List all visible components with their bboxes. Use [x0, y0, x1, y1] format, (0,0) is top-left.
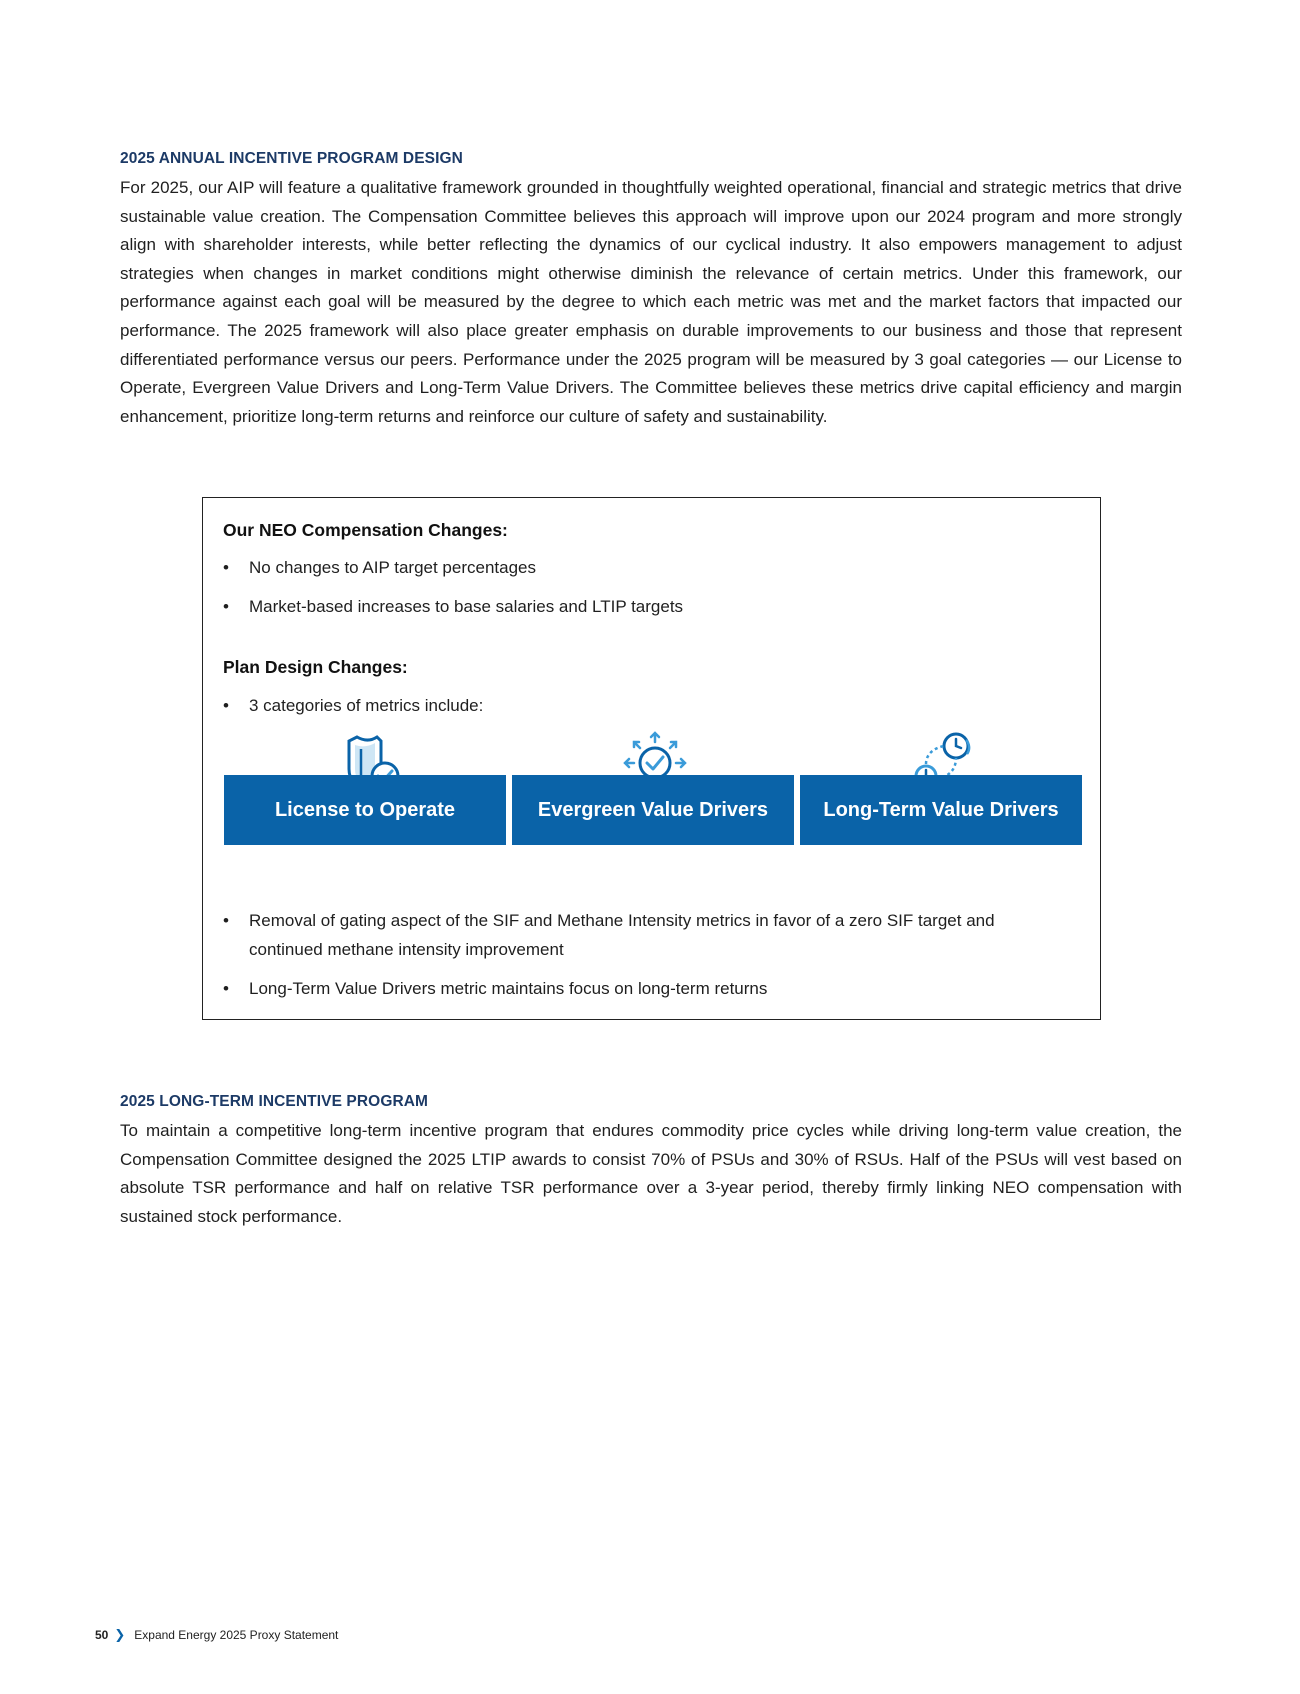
ltip-section [120, 1093, 1182, 1231]
bullet-dot: • [223, 911, 229, 930]
chevron-right-icon: ❯ [114, 1627, 126, 1642]
compensation-changes-box [202, 497, 1101, 1020]
ltip-heading: 2025 LONG-TERM INCENTIVE PROGRAM [120, 1093, 429, 1110]
category-evergreen-value-drivers: Evergreen Value Drivers [512, 775, 794, 845]
aip-section [120, 150, 1182, 431]
list-item [223, 554, 1063, 583]
bullet-dot: • [223, 696, 229, 715]
plan-bullet-text: Long-Term Value Drivers metric maintains focus on long-term returns [249, 979, 768, 998]
category-long-term-value-drivers: Long-Term Value Drivers [800, 775, 1082, 845]
aip-heading: 2025 ANNUAL INCENTIVE PROGRAM DESIGN [120, 150, 463, 167]
list-item [223, 593, 1063, 622]
bullet-dot: • [223, 558, 229, 577]
neo-bullet-text: No changes to AIP target percentages [249, 558, 536, 577]
bullet-dot: • [223, 979, 229, 998]
plan-changes-heading: Plan Design Changes: [223, 657, 408, 677]
neo-changes-heading: Our NEO Compensation Changes: [223, 520, 508, 540]
page-footer [95, 1627, 338, 1643]
aip-body: For 2025, our AIP will feature a qualitative framework grounded in thoughtfully weighted operational, financial and strategic metrics that drive sustainable value creation. The Compensation Committee believes this approach will improve upon our 2024 program and more strongly align with shareholder interests, while better reflecting the dynamics of our cyclical industry. It also empowers management to adjust strategies when changes in market conditions might otherwise diminish the relevance of certain metrics. Under this framework, our performance against each goal will be measured by the degree to which each metric was met and the market factors that impacted our performance. The 2025 framework will also place greater emphasis on durable improvements to our business and those that represent differentiated performance versus our peers. Performance under the 2025 program will be measured by 3 goal categories — our License to Operate, Evergreen Value Drivers and Long-Term Value Drivers. The Committee believes these metrics drive capital efficiency and margin enhancement, prioritize long-term returns and reinforce our culture of safety and sustainability. [120, 178, 1182, 426]
bullet-dot: • [223, 597, 229, 616]
list-item [223, 692, 1063, 721]
plan-bullet-text: 3 categories of metrics include: [249, 696, 484, 715]
category-license-to-operate: License to Operate [224, 775, 506, 845]
plan-bullet-text: Removal of gating aspect of the SIF and Methane Intensity metrics in favor of a zero SIF target and continued methane intensity improvement [249, 911, 995, 959]
page-number: 50 [95, 1628, 109, 1642]
metric-categories [224, 775, 1082, 845]
list-item [223, 907, 1063, 964]
list-item [223, 975, 1063, 1004]
neo-bullet-text: Market-based increases to base salaries and LTIP targets [249, 597, 684, 616]
ltip-body: To maintain a competitive long-term incentive program that endures commodity price cycles while driving long-term value creation, the Compensation Committee designed the 2025 LTIP awards to consist 70% of PSUs and 30% of RSUs. Half of the PSUs will vest based on absolute TSR performance and half on relative TSR performance over a 3-year period, thereby firmly linking NEO compensation with sustained stock performance. [120, 1121, 1182, 1226]
document-title: Expand Energy 2025 Proxy Statement [134, 1628, 339, 1642]
